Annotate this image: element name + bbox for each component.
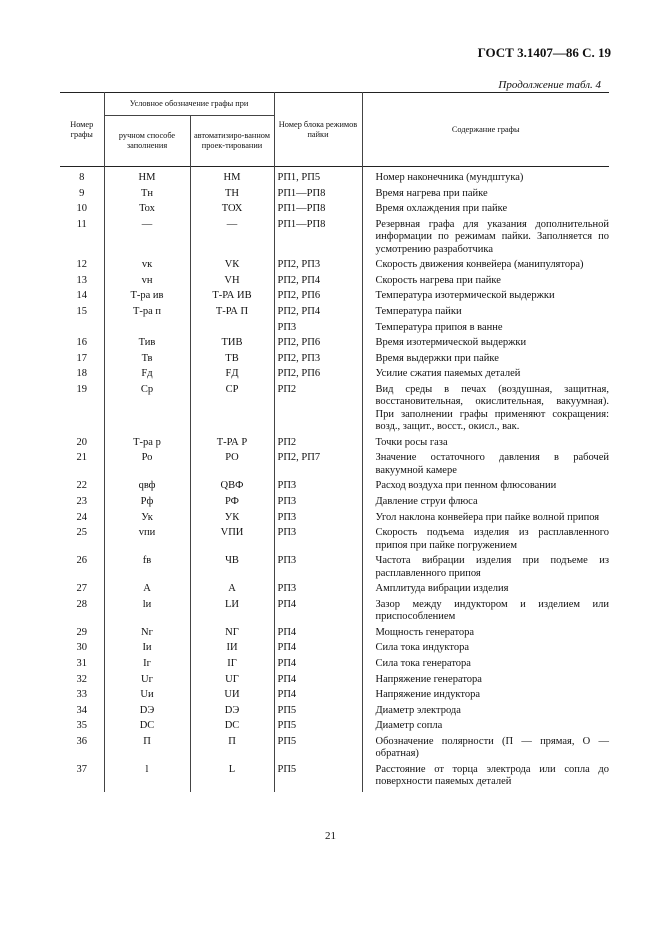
table-row [60,658,609,674]
row-block: РП1, РП5 [274,167,362,188]
row-number: 13 [76,274,87,286]
row-manual-code: Fд [104,368,190,384]
row-number: 19 [76,383,87,395]
row-manual-code: vпи [104,527,190,555]
row-block: РП2, РП6 [274,337,362,353]
row-manual-code [104,322,190,338]
row-block: РП3 [274,480,362,496]
row-description: Температура пайки [362,306,609,322]
row-number: 28 [76,598,87,610]
row-description: Скорость движения конвейера (манипулятора) [362,259,609,275]
row-auto-code: DC [190,720,274,736]
row-description: Усилие сжатия паяемых деталей [362,368,609,384]
row-description: Резервная графа для указания дополнительной информации по режимам пайки. Заполняется по усмотрению разработчика [362,219,609,259]
row-block: РП2, РП6 [274,290,362,306]
row-number: 37 [76,763,87,775]
col-block-header: Номер блока режимов пайки [274,93,362,167]
row-block: РП4 [274,642,362,658]
table-row [60,764,609,792]
row-block: РП5 [274,764,362,792]
row-description: Скорость подъема изделия из расплавленного припоя при пайке погружением [362,527,609,555]
row-auto-code: — [190,219,274,259]
table-row [60,322,609,338]
row-auto-code: UГ [190,674,274,690]
row-manual-code: DC [104,720,190,736]
row-manual-code: Т-ра ив [104,290,190,306]
standard-header: ГОСТ 3.1407—86 С. 19 [477,45,611,60]
row-auto-code: Т-РА ИВ [190,290,274,306]
row-auto-code: IИ [190,642,274,658]
row-auto-code: VН [190,275,274,291]
row-number [60,322,104,338]
row-manual-code: Uи [104,689,190,705]
table-row [60,689,609,705]
table-row [60,705,609,721]
row-number: 8 [79,172,85,183]
row-block: РП3 [274,527,362,555]
table-row [60,720,609,736]
row-block: РП3 [274,555,362,583]
col-content-header: Содержание графы [362,93,609,167]
row-number: 31 [76,657,87,669]
row-number: 23 [76,495,87,507]
row-auto-code: ТОХ [190,203,274,219]
row-number: 9 [79,187,85,199]
row-auto-code: П [190,736,274,764]
row-description: Обозначение полярности (П — прямая, О — обратная) [362,736,609,764]
row-description: Температура изотермической выдержки [362,290,609,306]
row-block: РП2, РП3 [274,259,362,275]
row-manual-code: vн [104,275,190,291]
table-row [60,384,609,437]
row-number: 36 [76,735,87,747]
row-block: РП2, РП3 [274,353,362,369]
table-row [60,627,609,643]
row-auto-code: LИ [190,599,274,627]
table-row [60,452,609,480]
row-number: 18 [76,368,87,380]
parameters-table [60,92,609,792]
row-auto-code: DЭ [190,705,274,721]
row-manual-code: Тв [104,353,190,369]
row-auto-code: FД [190,368,274,384]
table-row [60,368,609,384]
row-block: РП1—РП8 [274,188,362,204]
row-description: Диаметр электрода [362,705,609,721]
row-description: Зазор между индуктором и изделием или приспособлением [362,599,609,627]
row-manual-code: Uг [104,674,190,690]
row-description: Мощность генератора [362,627,609,643]
row-block: РП4 [274,627,362,643]
row-auto-code: А [190,583,274,599]
table-row [60,642,609,658]
row-description: Угол наклона конвейера при пайке волной припоя [362,512,609,528]
row-number: 33 [76,689,87,701]
row-description: Время изотермической выдержки [362,337,609,353]
continuation-caption: Продолжение табл. 4 [498,79,601,91]
row-number: 21 [76,452,87,464]
row-block: РП4 [274,689,362,705]
row-number: 26 [76,555,87,567]
row-block: РП2, РП7 [274,452,362,480]
table-row [60,599,609,627]
table-row [60,555,609,583]
row-block: РП1—РП8 [274,219,362,259]
row-manual-code: fв [104,555,190,583]
row-description: Время нагрева при пайке [362,188,609,204]
row-block: РП1—РП8 [274,203,362,219]
table-body [60,167,609,792]
row-manual-code: Iи [104,642,190,658]
row-manual-code: Тн [104,188,190,204]
row-number: 29 [76,626,87,638]
row-manual-code: Тох [104,203,190,219]
row-number: 35 [76,720,87,732]
row-auto-code: IГ [190,658,274,674]
row-description: Значение остаточного давления в рабочей вакуумной камере [362,452,609,480]
row-description: Напряжение индуктора [362,689,609,705]
table-row [60,736,609,764]
row-manual-code: l [104,764,190,792]
row-auto-code: НМ [190,167,274,188]
row-manual-code: НМ [104,167,190,188]
row-block: РП2 [274,384,362,437]
table-row [60,203,609,219]
row-number: 12 [76,259,87,271]
table-row [60,337,609,353]
row-block: РП2 [274,437,362,453]
row-manual-code: qвф [104,480,190,496]
row-manual-code: А [104,583,190,599]
row-description: Время выдержки при пайке [362,353,609,369]
col-auto-header: автоматизиро-ванном проек-тировании [190,116,274,167]
row-description: Температура припоя в ванне [362,322,609,338]
row-manual-code: Т-ра п [104,306,190,322]
row-description: Время охлаждения при пайке [362,203,609,219]
row-auto-code [190,322,274,338]
col-designation-header: Условное обозначение графы при [104,93,274,116]
row-description: Напряжение генератора [362,674,609,690]
row-block: РП5 [274,736,362,764]
table-row [60,480,609,496]
row-manual-code: Ро [104,452,190,480]
row-description: Вид среды в печах (воздушная, защитная, восстановительная, окислительная, вакуумная). При заполнении графы применяют сокращения: возд., защит., восст., окисл., вак. [362,384,609,437]
row-manual-code: lи [104,599,190,627]
table-header [60,93,609,167]
row-block: РП3 [274,496,362,512]
row-block: РП2, РП4 [274,306,362,322]
row-manual-code: Nг [104,627,190,643]
row-number: 25 [76,527,87,539]
row-manual-code: Рф [104,496,190,512]
row-description: Амплитуда вибрации изделия [362,583,609,599]
row-auto-code: РФ [190,496,274,512]
row-description: Давление струи флюса [362,496,609,512]
row-block: РП3 [274,322,362,338]
table-row [60,290,609,306]
row-auto-code: QВФ [190,480,274,496]
row-auto-code: NГ [190,627,274,643]
row-manual-code: П [104,736,190,764]
table-row [60,437,609,453]
row-description: Сила тока генератора [362,658,609,674]
row-auto-code: ТВ [190,353,274,369]
row-number: 32 [76,673,87,685]
row-auto-code: VК [190,259,274,275]
row-block: РП2, РП4 [274,275,362,291]
row-description: Номер наконечника (мундштука) [362,167,609,188]
row-block: РП4 [274,599,362,627]
row-manual-code: Iг [104,658,190,674]
table-row [60,306,609,322]
row-description: Сила тока индуктора [362,642,609,658]
row-auto-code: VПИ [190,527,274,555]
row-manual-code: DЭ [104,705,190,721]
row-description: Точки росы газа [362,437,609,453]
page-number: 21 [325,830,336,842]
table-row [60,259,609,275]
row-auto-code: ЧВ [190,555,274,583]
row-manual-code: vк [104,259,190,275]
row-block: РП3 [274,512,362,528]
row-auto-code: Т-РА П [190,306,274,322]
table-row [60,353,609,369]
row-description: Частота вибрации изделия при подъеме из расплавленного припоя [362,555,609,583]
row-auto-code: L [190,764,274,792]
col-manual-header: ручном способе заполнения [104,116,190,167]
row-auto-code: СР [190,384,274,437]
row-number: 22 [76,480,87,492]
row-auto-code: UИ [190,689,274,705]
row-block: РП5 [274,720,362,736]
table-row [60,496,609,512]
row-auto-code: УК [190,512,274,528]
row-manual-code: Тив [104,337,190,353]
row-auto-code: ТИВ [190,337,274,353]
row-block: РП2, РП6 [274,368,362,384]
col-number-header: Номер графы [70,119,94,139]
row-description: Расход воздуха при пенном флюсовании [362,480,609,496]
row-description: Расстояние от торца электрода или сопла до поверхности паяемых деталей [362,764,609,792]
row-number: 11 [76,218,87,230]
row-block: РП5 [274,705,362,721]
row-number: 15 [76,305,87,317]
row-block: РП3 [274,583,362,599]
row-manual-code: — [104,219,190,259]
table-row [60,275,609,291]
table-row [60,219,609,259]
table-row [60,512,609,528]
row-number: 34 [76,704,87,716]
row-auto-code: ТН [190,188,274,204]
row-block: РП4 [274,658,362,674]
row-number: 14 [76,290,87,302]
table-row [60,527,609,555]
row-number: 27 [76,583,87,595]
row-description: Скорость нагрева при пайке [362,275,609,291]
table-row [60,583,609,599]
row-description: Диаметр сопла [362,720,609,736]
row-number: 20 [76,436,87,448]
row-number: 10 [76,203,87,215]
table-row [60,167,609,188]
row-number: 17 [76,352,87,364]
row-auto-code: Т-РА Р [190,437,274,453]
row-manual-code: Т-ра р [104,437,190,453]
row-block: РП4 [274,674,362,690]
row-number: 24 [76,511,87,523]
table-row [60,674,609,690]
table-row [60,188,609,204]
row-manual-code: Ср [104,384,190,437]
row-number: 30 [76,642,87,654]
row-number: 16 [76,337,87,349]
row-manual-code: Ук [104,512,190,528]
row-auto-code: РО [190,452,274,480]
